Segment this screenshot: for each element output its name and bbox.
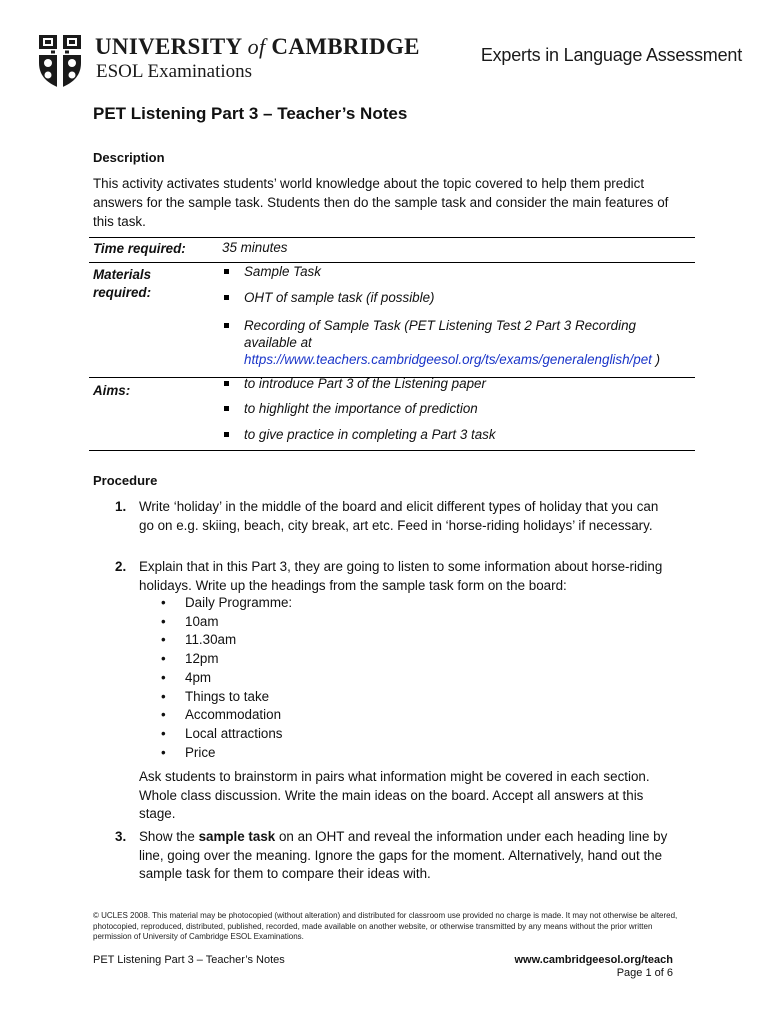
time-label: Time required: (93, 241, 186, 256)
list-item: • 11.30am (161, 631, 292, 650)
document-page: UNIVERSITY of CAMBRIDGE ESOL Examinations Experts in Language Assessment PET Listening Part 3 – Teacher’s Notes Description This activity activates students’ world knowledge about the topic covered to help them predict answers for the sample task. Students then do the sample task and consider the main features of this task. Time required: 35 minutes Materials required: Sample Task OHT of sample task (if possible) Recording of Sample Task (PET Listening Test 2 Part 3 Recording available at https://www.teachers.cambridgeesol.org/ts/exams/generalenglish/pet ) Aims: to introduce Part 3 of the Listening paper to highlight the importance of prediction to give practice in completing a Part 3 task Procedure 1. Write ‘holiday’ in the middle of the board and elicit different types of holiday that you can go on e.g. skiing, beach, city break, art etc. Feed in ‘horse-riding holidays’ if necessary. 2. Explain that in this Part 3, they are going to listen to some information about horse-riding holidays. Write up the headings from the sample task form on the board: • Daily Programme: • 10am • 11.30am • 12pm • 4pm • Things to take • Accommodation • Local attractions • Price Ask students to brainstorm in pairs what information might be covered in each section. Whole class discussion. Write the main ideas on the board. Accept all answers at this stage. 3. Show the sample task on an OHT and reveal the information under each heading line by line, going over the meaning. Ignore the gaps for the moment. Alternatively, hand out the sample task for them to compare their ideas with. © UCLES 2008. This material may be photocopied (without alteration) and distributed for classroom use provided no charge is made. It may not otherwise be altered, photocopied, reproduced, distributed, published, recorded, made available on another website, or otherwise transmitted by any means without the prior written permission of University of Cambridge ESOL Examinations. PET Listening Part 3 – Teacher’s Notes www.cambridgeesol.org/teach Page 1 of 6 (0, 0, 768, 1024)
list-item: OHT of sample task (if possible) (222, 289, 692, 306)
list-item: • Accommodation (161, 706, 292, 725)
aims-list (222, 378, 692, 443)
footer-url-link[interactable]: www.cambridgeesol.org/teach (514, 954, 673, 966)
aims-label: Aims: (93, 383, 131, 398)
description-text: This activity activates students’ world knowledge about the topic covered to help them predict answers for the sample task. Students then do the sample task and consider the main features of this task. (93, 176, 669, 229)
materials-recording-link[interactable]: https://www.teachers.cambridgeesol.org/ts/exams/generalenglish/pet (244, 352, 652, 367)
procedure-heading: Procedure (93, 473, 158, 488)
materials-label: Materials required: (93, 267, 152, 300)
copyright-notice: © UCLES 2008. This material may be photocopied (without alteration) and distributed for classroom use provided no charge is made. It may not otherwise be altered, photocopied, reproduced, distributed, published, recorded, made available on another website, or otherwise transmitted by any means without the prior written permission of University of Cambridge ESOL Examinations. (93, 911, 678, 941)
list-item: • Price (161, 744, 292, 763)
list-item: Recording of Sample Task (PET Listening Test 2 Part 3 Recording available at https://www.teachers.cambridgeesol.org/ts/exams/generalenglish/pet ) (222, 317, 692, 368)
list-item: • 12pm (161, 650, 292, 669)
page-title: PET Listening Part 3 – Teacher’s Notes (93, 104, 408, 123)
sample-task-emphasis: sample task (198, 829, 276, 844)
headings-list (161, 594, 292, 762)
info-table (89, 237, 695, 451)
cambridge-crest-logo (37, 33, 83, 89)
description-heading: Description (93, 150, 165, 165)
list-item: • 4pm (161, 669, 292, 688)
materials-row (89, 262, 695, 377)
list-item: to give practice in completing a Part 3 task (222, 426, 692, 443)
tagline: Experts in Language Assessment (480, 45, 742, 65)
footer-title: PET Listening Part 3 – Teacher’s Notes (93, 954, 285, 966)
time-value: 35 minutes (222, 240, 288, 255)
page-number: Page 1 of 6 (616, 967, 673, 979)
list-item: to highlight the importance of prediction (222, 400, 692, 417)
list-item: to introduce Part 3 of the Listening paper (222, 375, 692, 392)
materials-list (222, 263, 692, 368)
list-item: • 10am (161, 613, 292, 632)
list-item: Sample Task (222, 263, 692, 280)
aims-row (89, 377, 695, 451)
university-name: UNIVERSITY of CAMBRIDGE (95, 34, 420, 59)
time-row (89, 237, 695, 262)
list-item: • Things to take (161, 688, 292, 707)
esol-subtitle: ESOL Examinations (96, 61, 253, 82)
step-2-followup: Ask students to brainstorm in pairs what information might be covered in each section. Whole class discussion. Write the main ideas on the board. Accept all answers at this stage. (139, 769, 650, 821)
list-item: • Local attractions (161, 725, 292, 744)
list-item: • Daily Programme: (161, 594, 292, 613)
